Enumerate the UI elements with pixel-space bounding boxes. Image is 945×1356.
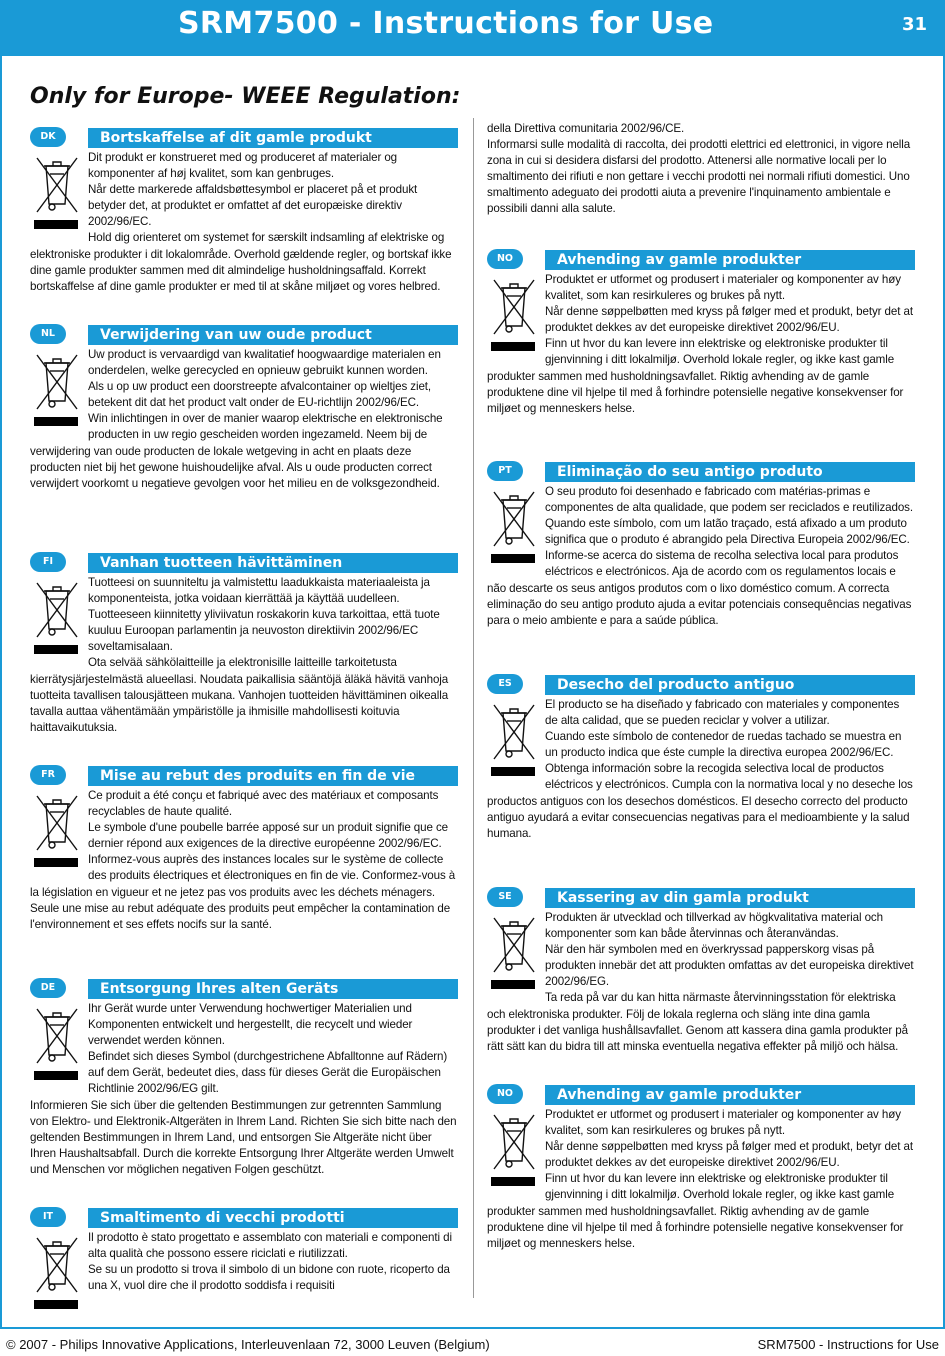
footer-doc-title: SRM7500 - Instructions for Use [757,1337,939,1352]
section-fi [30,553,458,736]
country-code-badge: FR [30,765,66,785]
section-it [30,1208,458,1318]
crossed-out-wheelie-bin-icon [32,152,82,218]
crossed-out-wheelie-bin-icon [489,1109,539,1175]
section-text: Ce produit a été conçu et fabriqué avec des matériaux et composants recyclables de haute qualité. Le symbole d'une poubelle barrée apposé sur un produit signifie que ce dernier répond aux exigences de la directive européenne 2002/96/EC. Informez-vous auprès des instances locales sur le système de collecte des produits électriques et électroniques en fin de vie. Conformez-vous à la législation en vigueur et ne jetez pas vos produits avec les déchets ménagers. Seule une mise au rebut adéquate des produits peut empêcher la contamination de l'environnement et ses effets nocifs sur la santé. [30,789,456,931]
weee-black-bar [34,858,78,867]
section-body [30,1001,458,1178]
country-code-badge: ES [487,674,523,694]
weee-black-bar [491,767,535,776]
section-no-1 [487,250,915,417]
section-de [30,979,458,1178]
section-title: Mise au rebut des produits en fin de vie [88,766,458,786]
weee-symbol [30,1001,84,1089]
section-text: Produktet er utformet og produsert i materialer og komponenter av høy kvalitet, som kan resirkuleres og brukes på nytt. Når denne søppelbøtten med kryss på følger med et produkt, betyr det at produktet dekkes av det europeiske direktivet 2002/96/EU. Finn ut hvor du kan levere inn elektriske og elektroniske produkter til gjenvinning i ditt lokalmiljø. Overhold lokale regler, og ikke kast gamle produkter sammen med husholdningsavfallet. Riktig avhending av de gamle produktene dine vil hjelpe til med å forhindre potensielle negative konsekvenser for miljøet og menneskers helse. [487,273,913,415]
crossed-out-wheelie-bin-icon [32,349,82,415]
weee-symbol [30,1230,84,1318]
footer-copyright: © 2007 - Philips Innovative Applications, Interleuvenlaan 72, 3000 Leuven (Belgium) [6,1337,490,1352]
weee-symbol [30,788,84,876]
country-code-badge: PT [487,461,523,481]
section-body [30,347,458,492]
section-title: Desecho del producto antiguo [545,675,915,695]
section-text: El producto se ha diseñado y fabricado con materiales y componentes de alta calidad, que se pueden reciclar y volver a utilizar. Cuando este símbolo de contenedor de ruedas tachado se muestra en un producto indica que éste cumple la directiva europea 2002/96/EC. Obtenga información sobre la recogida selectiva local de productos eléctricos y electrónicos. Cumpla con la normativa local y no deseche los productos antiguos con los desechos domésticos. El desecho correcto del producto antiguo ayudará a evitar consecuencias negativas para el medioambiente y la salud humana. [487,698,913,840]
weee-black-bar [34,220,78,229]
section-title: Avhending av gamle produkter [545,250,915,270]
country-code-badge: DE [30,978,66,998]
country-code-badge: NO [487,249,523,269]
section-body [30,150,458,295]
section-header [487,888,915,908]
section-header [30,766,458,786]
section-title: Verwijdering van uw oude product [88,325,458,345]
section-header [487,1085,915,1105]
country-code-badge: DK [30,127,66,147]
section-text: Il prodotto è stato progettato e assemblato con materiali e componenti di alta qualità che possono essere riciclati e riutilizzati. Se su un prodotto si trova il simbolo di un bidone con ruote, ricoperto da una X, vuol dire che il prodotto soddisfa i requisiti [88,1231,452,1293]
crossed-out-wheelie-bin-icon [489,274,539,340]
section-header [487,250,915,270]
section-pt [487,462,915,629]
country-code-badge: NO [487,1084,523,1104]
weee-symbol [30,575,84,663]
section-header [30,553,458,573]
section-text: Produkten är utvecklad och tillverkad av högkvalitativa material och komponenter som kan både återvinnas och återanvändas. När den här symbolen med en överkryssad papperskorg visas på produkten innebär det att produkten omfattas av det europeiska direktivet 2002/96/EG. Ta reda på var du kan hitta närmaste återvinningsstation för elektriska och elektroniska produkter. Följ de lokala reglerna och släng inte dina gamla produkter i det vanliga hushållsavfallet. Genom att kassera dina gamla produkter på rätt sätt kan du bidra till att minska eventuella negativa effekter på miljö och hälsa. [487,911,914,1053]
weee-black-bar [491,342,535,351]
section-es [487,675,915,842]
country-code-badge: IT [30,1207,66,1227]
section-se [487,888,915,1055]
crossed-out-wheelie-bin-icon [489,486,539,552]
section-text: O seu produto foi desenhado e fabricado com matérias-primas e componentes de alta qualidade, que podem ser reciclados e reutilizados. Quando este símbolo, com um latão traçado, está afixado a um produto significa que o produto é abrangido pela Directiva Europeia 2002/96/EC. Informe-se acerca do sistema de recolha selectiva local para produtos eléctricos e electrónicos. Aja de acordo com os regulamentos locais e não descarte os seus antigos produtos com o lixo doméstico comum. A correcta eliminação do seu antigo produto ajuda a evitar potenciais consequências negativas para o meio ambiente e para a saúde pública. [487,485,913,627]
column-divider [473,118,474,1298]
section-body [487,697,915,842]
crossed-out-wheelie-bin-icon [32,1003,82,1069]
section-body [30,1230,458,1294]
section-body [30,575,458,736]
section-text: Produktet er utformet og produsert i materialer og komponenter av høy kvalitet, som kan resirkuleres og brukes på nytt. Når denne søppelbøtten med kryss på følger med et produkt, betyr det at produktet dekkes av det europeiske direktivet 2002/96/EU. Finn ut hvor du kan levere inn elektriske og elektroniske produkter til gjenvinning i ditt lokalmiljø. Overhold lokale regler, og ikke kast gamle produkter sammen med husholdningsavfallet. Riktig avhending av de gamle produktene dine vil hjelpe til med å forhindre potensielle negative konsekvenser for miljøet og menneskers helse. [487,1108,913,1250]
section-no-2 [487,1085,915,1252]
crossed-out-wheelie-bin-icon [489,699,539,765]
section-header [30,128,458,148]
weee-black-bar [34,417,78,426]
weee-symbol [487,910,541,998]
weee-black-bar [491,554,535,563]
section-header [30,1208,458,1228]
section-text: Tuotteesi on suunniteltu ja valmistettu laadukkaista materiaaleista ja komponenteista, jotka voidaan kierrättää ja käyttää uudelleen. Tuotteeseen kiinnitetty yliviivatun roskakorin kuva tarkoittaa, että tuote kuuluu Euroopan parlamentin ja neuvoston direktiivin 2002/96/EC soveltamisalaan. Ota selvää sähkölaitteille ja elektronisille laitteille tarkoitetusta kierrätysjärjestelmästä alueellasi. Noudata paikallisia sääntöjä äläkä hävitä vanhoja tuotteita tavallisen talousjätteen mukana. Vanhojen tuotteiden hävittäminen oikealla tavalla auttaa vähentämään ympäristölle ja ihmisille mahdollisesti koituvia haittavaikutuksia. [30,576,449,734]
section-body [487,272,915,417]
weee-black-bar [34,1300,78,1309]
weee-symbol [30,347,84,435]
page-header [0,0,945,56]
country-code-badge: SE [487,887,523,907]
weee-symbol [487,697,541,785]
section-fr [30,766,458,933]
section-header [30,325,458,345]
section-header [487,675,915,695]
section-text: Dit produkt er konstrueret med og produceret af materialer og komponenter af høj kvalitet, som kan genbruges. Når dette markerede affaldsbøttesymbol er placeret på et produkt betyder det, at produktet er omfattet af det europæiske direktiv 2002/96/EC. Hold dig orienteret om systemet for særskilt indsamling af elektriske og elektroniske produkter i dit lokalområde. Overhold gældende regler, og bortskaf ikke dine gamle produkter sammen med dit almindelige husholdningsaffald. Korrekt bortskaffelse af dine gamle produkter er med til at skåne miljøet og vores helbred. [30,151,452,293]
weee-black-bar [491,1177,535,1186]
page-number: 31 [901,14,927,35]
it-continuation-text: della Direttiva comunitaria 2002/96/CE. Informarsi sulle modalità di raccolta, dei prodotti elettrici ed elettronici, in vigore nella zona in cui si desidera disfarsi del prodotto. Attenersi alle normative locali per lo smaltimento dei rifiuti e non gettare i vecchi prodotti nei normali rifiuti domestici. Uno smaltimento adeguato dei prodotti aiuta a prevenire l'inquinamento ambientale e possibili danni alla salute. [487,122,911,216]
weee-symbol [487,272,541,360]
section-title: Avhending av gamle produkter [545,1085,915,1105]
frame-left [0,56,2,1328]
section-title: Kassering av din gamla produkt [545,888,915,908]
section-title: Entsorgung Ihres alten Geräts [88,979,458,999]
section-nl [30,325,458,492]
section-body [487,484,915,629]
section-text: Uw product is vervaardigd van kwalitatief hoogwaardige materialen en onderdelen, welke gerecycled en opnieuw gebruikt kunnen worden. Als u op uw product een doorstreepte afvalcontainer op wieltjes ziet, betekent dit dat het product valt onder de EU-richtlijn 2002/96/EC. Win inlichtingen in over de manier waarop elektrische en elektronische producten in uw regio gescheiden worden ingezameld. Neem bij de verwijdering van oude producten de lokale wetgeving in acht en plaats deze producten niet bij het gewone huishoudelijke afval. Als u oude producten correct verwijdert voorkomt u negatieve gevolgen voor het milieu en de volksgezondheid. [30,348,443,490]
weee-symbol [30,150,84,238]
page-title: SRM7500 - Instructions for Use [178,6,714,41]
weee-subtitle: Only for Europe- WEEE Regulation: [30,84,461,109]
section-title: Vanhan tuotteen hävittäminen [88,553,458,573]
crossed-out-wheelie-bin-icon [32,577,82,643]
section-dk [30,128,458,295]
section-title: Bortskaffelse af dit gamle produkt [88,128,458,148]
section-body [487,910,915,1055]
frame-bottom [0,1327,945,1329]
section-header [30,979,458,999]
section-header [487,462,915,482]
section-title: Eliminação do seu antigo produto [545,462,915,482]
crossed-out-wheelie-bin-icon [32,790,82,856]
crossed-out-wheelie-bin-icon [32,1232,82,1298]
weee-black-bar [34,645,78,654]
country-code-badge: FI [30,552,66,572]
weee-black-bar [491,980,535,989]
section-body [30,788,458,933]
section-title: Smaltimento di vecchi prodotti [88,1208,458,1228]
weee-symbol [487,484,541,572]
crossed-out-wheelie-bin-icon [489,912,539,978]
section-body [487,1107,915,1252]
weee-symbol [487,1107,541,1195]
country-code-badge: NL [30,324,66,344]
weee-black-bar [34,1071,78,1080]
section-text: Ihr Gerät wurde unter Verwendung hochwertiger Materialien und Komponenten entwickelt und hergestellt, die recycelt und wieder verwendet werden können. Befindet sich dieses Symbol (durchgestrichene Abfalltonne auf Rädern) auf dem Gerät, bedeutet dies, dass für dieses Gerät die Europäischen Richtlinie 2002/96/EG gilt. Informieren Sie sich über die geltenden Bestimmungen zur getrennten Sammlung von Elektro- und Elektronik-Altgeräten in Ihrem Land. Richten Sie sich bitte nach den geltenden Bestimmungen in Ihrem Land, und entsorgen Sie Altgeräte nicht über Ihren Haushaltsabfall. Durch die korrekte Entsorgung Ihrer Altgeräte werden Umwelt und Menschen vor möglichen negativen Folgen geschützt. [30,1002,457,1176]
